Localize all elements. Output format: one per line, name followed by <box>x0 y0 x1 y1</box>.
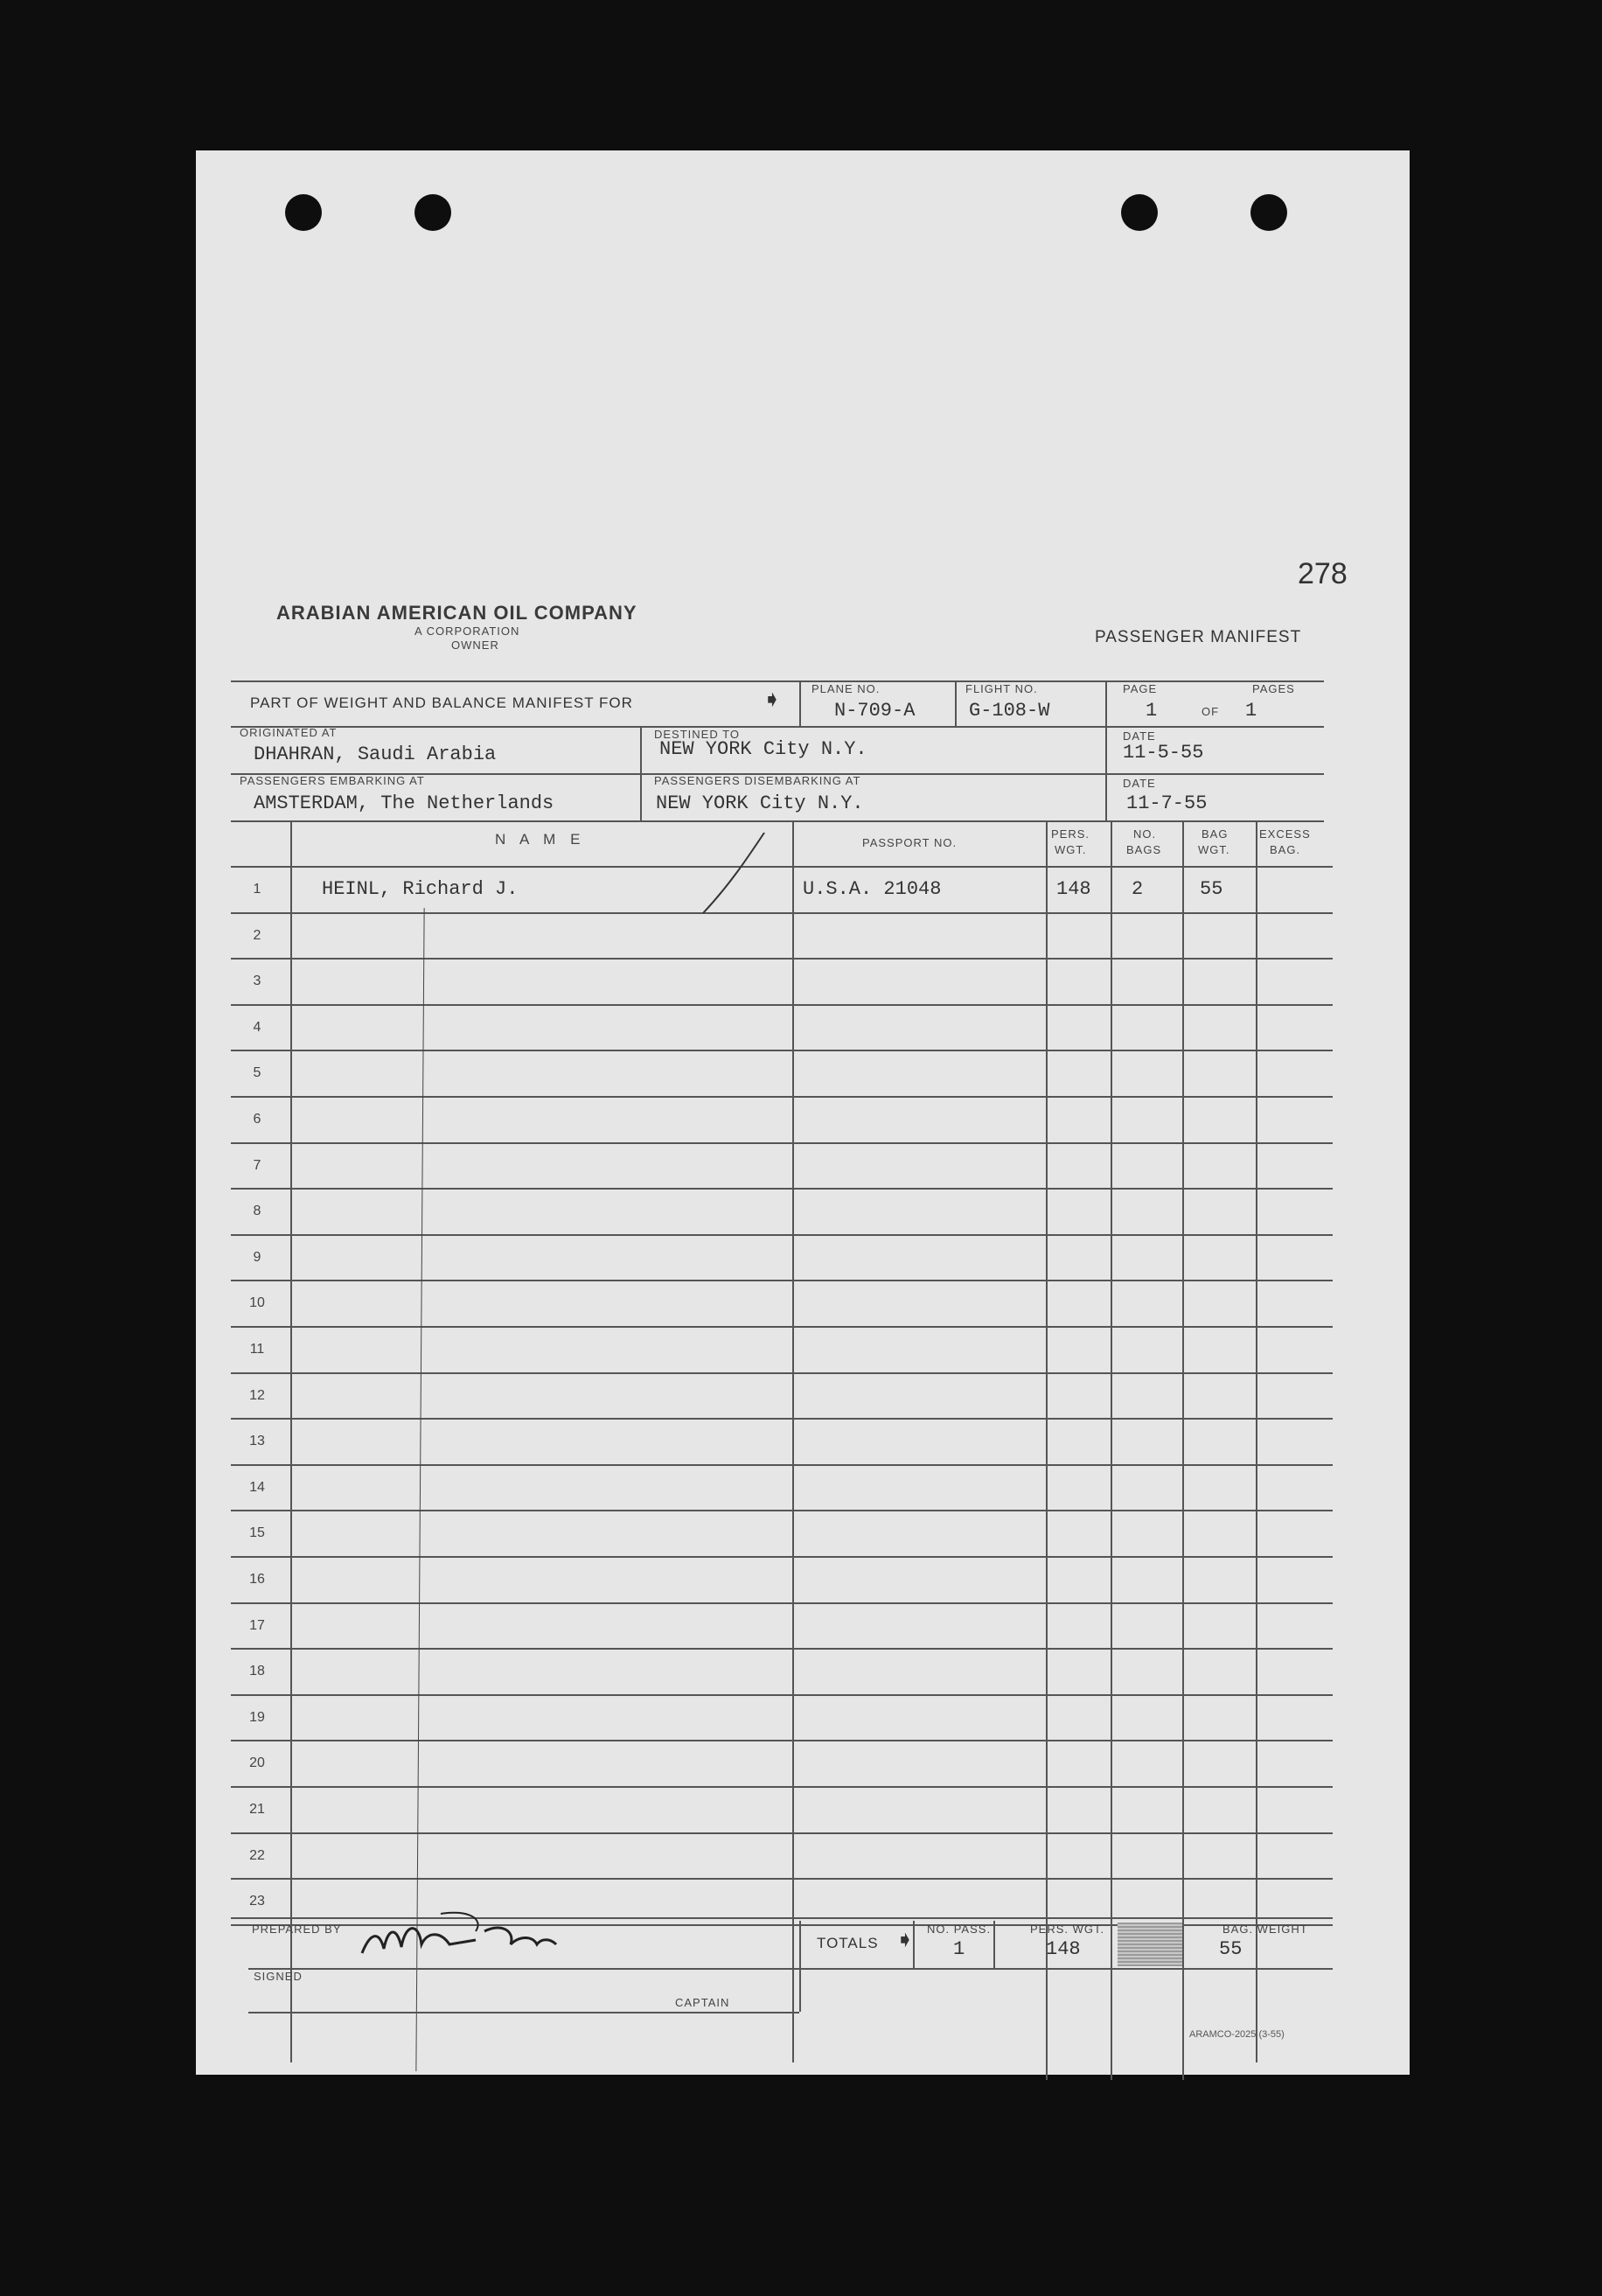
punch-hole-4 <box>1250 194 1287 231</box>
stamp-number: 278 <box>1298 557 1348 590</box>
captain-label: CAPTAIN <box>675 1996 730 2009</box>
col-no-bags-header-1: NO. <box>1133 827 1157 841</box>
footer-signed-line <box>248 1968 1333 1970</box>
company-sub-owner: OWNER <box>451 639 499 652</box>
table-row <box>231 1144 1333 1190</box>
table-row <box>231 1098 1333 1144</box>
col-no-bags-header-2: BAGS <box>1126 843 1162 856</box>
bags-total-shaded-box <box>1118 1923 1182 1966</box>
pages-value: 1 <box>1245 700 1257 722</box>
table-row <box>231 1696 1333 1742</box>
originated-label: ORIGINATED AT <box>240 726 338 739</box>
row-number: 9 <box>253 1249 261 1265</box>
col-line-excess <box>1256 820 1257 2062</box>
header-vline-mid <box>640 726 642 820</box>
embarking-label: PASSENGERS EMBARKING AT <box>240 774 425 787</box>
col-name-header: N A M E <box>495 831 586 848</box>
row-number: 1 <box>253 882 261 897</box>
table-row <box>231 1466 1333 1512</box>
table-row <box>231 1834 1333 1881</box>
row-number: 16 <box>249 1572 265 1587</box>
part-of-label: PART OF WEIGHT AND BALANCE MANIFEST FOR <box>250 694 633 711</box>
row-number: 12 <box>249 1387 265 1403</box>
date1-label: DATE <box>1123 729 1156 743</box>
row-number: 3 <box>253 974 261 989</box>
row-number: 2 <box>253 927 261 943</box>
signature-scribble <box>353 1905 581 1966</box>
date1-value: 11-5-55 <box>1123 742 1204 764</box>
plane-no-value: N-709-A <box>834 700 916 722</box>
row-number: 6 <box>253 1112 261 1127</box>
table-row <box>231 1374 1333 1420</box>
table-row <box>231 1328 1333 1374</box>
destined-label: DESTINED TO <box>654 728 740 741</box>
row-number: 18 <box>249 1664 265 1679</box>
disembarking-value: NEW YORK City N.Y. <box>656 792 864 814</box>
table-row <box>231 914 1333 960</box>
pages-label: PAGES <box>1252 682 1295 695</box>
row-number: 10 <box>249 1295 265 1311</box>
table-row <box>231 1511 1333 1558</box>
col-bag-wgt-header-1: BAG <box>1202 827 1229 841</box>
row-number: 23 <box>249 1894 265 1909</box>
table-row <box>231 1006 1333 1052</box>
table-row <box>231 868 1333 914</box>
col-bag-wgt-header-2: WGT. <box>1198 843 1230 856</box>
page-label: PAGE <box>1123 682 1158 695</box>
totals-arrow-icon: ➧ <box>895 1926 915 1952</box>
bag-weight-total-value: 55 <box>1219 1938 1243 1960</box>
prepared-by-label: PREPARED BY <box>252 1923 342 1936</box>
row-number: 5 <box>253 1065 261 1081</box>
manifest-sheet <box>196 150 1410 2075</box>
plane-no-label: PLANE NO. <box>811 682 881 695</box>
row-number: 13 <box>249 1434 265 1449</box>
col-line-bag-wgt <box>1182 820 1184 2080</box>
punch-hole-3 <box>1121 194 1158 231</box>
bag-weight-total-label: BAG. WEIGHT <box>1222 1923 1308 1936</box>
passenger-name: HEINL, Richard J. <box>322 878 519 900</box>
row-number: 19 <box>249 1709 265 1725</box>
originated-value: DHAHRAN, Saudi Arabia <box>254 743 497 765</box>
totals-label: TOTALS <box>817 1935 879 1951</box>
row-number: 20 <box>249 1755 265 1771</box>
arrow-icon: ➧ <box>763 686 782 712</box>
punch-hole-1 <box>285 194 322 231</box>
table-row <box>231 1788 1333 1834</box>
page-value: 1 <box>1146 700 1158 722</box>
table-row <box>231 1420 1333 1466</box>
header-vline-plane <box>799 680 801 726</box>
date2-label: DATE <box>1123 777 1156 790</box>
col-excess-header-1: EXCESS <box>1259 827 1311 841</box>
row-number: 8 <box>253 1204 261 1219</box>
col-line-bags <box>1111 820 1112 2080</box>
col-passport-header: PASSPORT NO. <box>862 836 958 849</box>
table-row <box>231 1236 1333 1282</box>
col-line-num <box>290 820 292 2062</box>
table-row <box>231 1558 1333 1604</box>
header-line-2 <box>231 726 1324 728</box>
row-number: 11 <box>249 1342 265 1357</box>
of-label: OF <box>1202 705 1220 718</box>
row-number: 21 <box>249 1802 265 1817</box>
disembarking-label: PASSENGERS DISEMBARKING AT <box>654 774 861 787</box>
signed-label: SIGNED <box>254 1970 303 1983</box>
col-line-pers-wgt <box>1046 820 1048 2080</box>
table-row <box>231 1051 1333 1098</box>
header-top-line <box>231 680 1324 682</box>
row-number: 4 <box>253 1019 261 1035</box>
no-bags: 2 <box>1132 878 1144 900</box>
pers-wgt-total-label: PERS. WGT. <box>1030 1923 1105 1936</box>
table-row <box>231 1281 1333 1328</box>
header-line-4 <box>231 820 1324 822</box>
date2-value: 11-7-55 <box>1126 792 1208 814</box>
table-row <box>231 1190 1333 1236</box>
punch-hole-2 <box>414 194 451 231</box>
flight-no-value: G-108-W <box>969 700 1050 722</box>
no-pass-value: 1 <box>953 1938 965 1960</box>
row-number: 22 <box>249 1847 265 1863</box>
no-pass-label: NO. PASS. <box>927 1923 992 1936</box>
company-name: ARABIAN AMERICAN OIL COMPANY <box>276 602 637 624</box>
passport-no: U.S.A. 21048 <box>803 878 942 900</box>
col-excess-header-2: BAG. <box>1270 843 1301 856</box>
col-line-passport <box>792 820 794 2062</box>
header-vline-flight <box>955 680 957 726</box>
footer-vline-captain <box>799 1921 801 2012</box>
company-sub-corporation: A CORPORATION <box>414 625 520 638</box>
bag-wgt: 55 <box>1200 878 1223 900</box>
footer-captain-line <box>248 2012 799 2013</box>
col-pers-wgt-header-2: WGT. <box>1055 843 1087 856</box>
row-number: 17 <box>249 1617 265 1633</box>
table-row <box>231 960 1333 1006</box>
table-row <box>231 1604 1333 1650</box>
check-mark-icon <box>694 824 773 920</box>
pers-wgt: 148 <box>1056 878 1091 900</box>
pers-wgt-total-value: 148 <box>1046 1938 1081 1960</box>
embarking-value: AMSTERDAM, The Netherlands <box>254 792 554 814</box>
form-title: PASSENGER MANIFEST <box>1095 628 1302 646</box>
flight-no-label: FLIGHT NO. <box>965 682 1038 695</box>
footer-vline-pass <box>993 1921 995 1968</box>
row-number: 15 <box>249 1525 265 1541</box>
table-row <box>231 1650 1333 1696</box>
row-number: 7 <box>253 1157 261 1173</box>
form-code: ARAMCO-2025 (3-55) <box>1189 2029 1285 2040</box>
header-vline-page <box>1105 680 1107 820</box>
row-number: 14 <box>249 1479 265 1495</box>
destined-value: NEW YORK City N.Y. <box>659 738 867 760</box>
table-row <box>231 1741 1333 1788</box>
col-pers-wgt-header-1: PERS. <box>1051 827 1090 841</box>
